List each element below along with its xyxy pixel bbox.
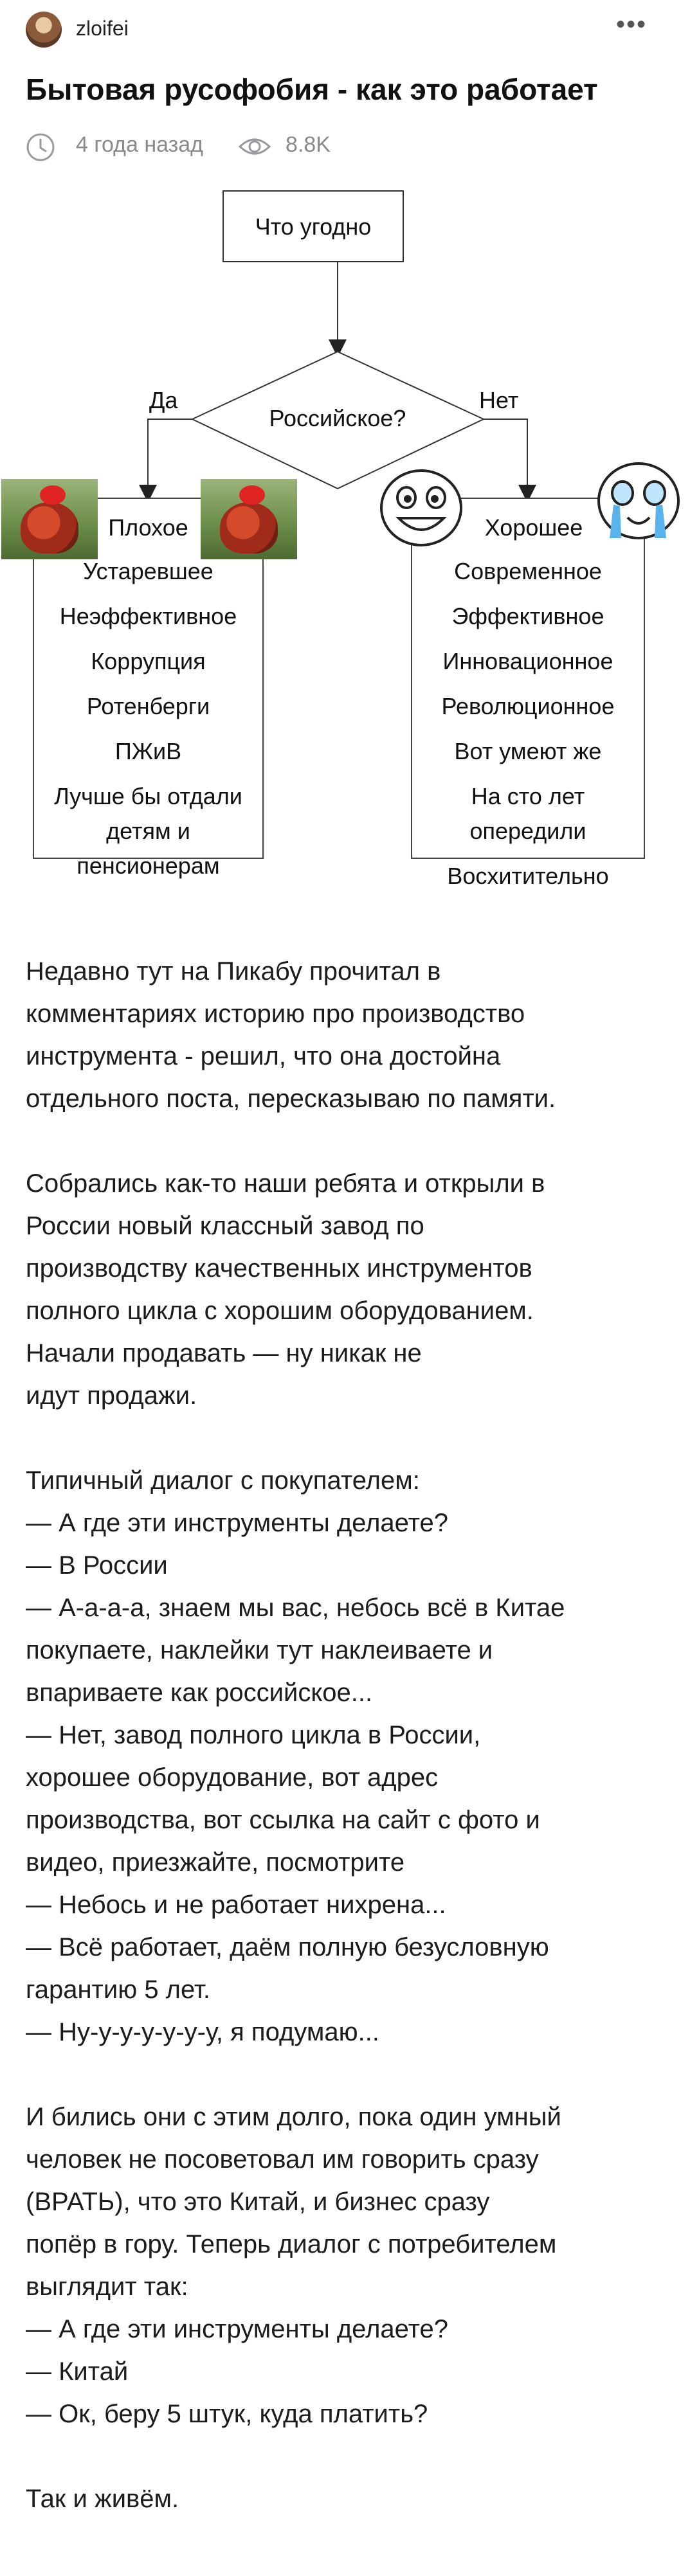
- post-body: [26, 950, 669, 2562]
- good-item: Эффективное: [451, 603, 604, 629]
- good-column-title: Хорошее: [484, 514, 583, 541]
- good-item: Вот умеют же: [454, 738, 602, 764]
- good-item: Инновационное: [442, 648, 613, 674]
- flowchart-yes-label: Да: [149, 387, 178, 413]
- post-paragraph: И бились они с этим долго, пока один умный человек не посоветовал им говорить сразу (ВРАТЬ), что это Китай, и бизнес сразу попёр в гору. Теперь диалог с потребителем выглядит так: — А где эти инструменты делаете? — Китай — Ок, беру 5 штук, куда платить?: [26, 2103, 561, 2428]
- post-title[interactable]: Бытовая русофобия - как это работает: [26, 73, 598, 106]
- good-item: Революционное: [441, 693, 615, 719]
- post-header: [0, 0, 690, 58]
- bad-item: детям и: [106, 818, 190, 844]
- author-avatar[interactable]: [26, 12, 62, 48]
- eye-icon: [238, 134, 271, 159]
- view-count: 8.8K: [286, 132, 331, 157]
- bad-item: Лучше бы отдали: [54, 783, 242, 809]
- post-paragraph: Типичный диалог с покупателем: — А где эти инструменты делаете? — В России — А-а-а-а, знаем мы вас, небось всё в Китае покупаете, наклейки тут наклеиваете и впариваете как российское... — Нет, завод полного цикла в России, хорошее оборудование, вот адрес производства, вот ссылка на сайт с фото и видео, приезжайте, посмотрите — Небось и не работает нихрена... — Всё работает, даём полную безусловную гарантию 5 лет. — Ну-у-у-у-у-у-у, я подумаю...: [26, 1466, 565, 2046]
- bad-item: Ротенберги: [86, 693, 210, 719]
- good-item: Современное: [454, 558, 602, 584]
- bad-item: Неэффективное: [59, 603, 237, 629]
- post-paragraph: Так и живём.: [26, 2485, 179, 2513]
- bad-column-title: Плохое: [108, 514, 188, 541]
- post-paragraph: Собрались как-то наши ребята и открыли в России новый классный завод по производству качественных инструментов полного цикла с хорошим оборудованием. Начали продавать — ну никак не идут продажи.: [26, 1169, 545, 1410]
- bad-item: Устаревшее: [83, 558, 213, 584]
- flowchart-decision-label: Российское?: [269, 405, 406, 431]
- good-item: Восхитительно: [447, 863, 609, 889]
- good-item: На сто лет: [471, 783, 585, 809]
- flowchart-top-label: Что угодно: [255, 213, 372, 240]
- more-options-icon[interactable]: •••: [616, 10, 648, 39]
- bad-item: Коррупция: [91, 648, 206, 674]
- flowchart-no-label: Нет: [479, 387, 519, 413]
- clock-icon: [26, 132, 55, 162]
- bad-item: пенсионерам: [77, 852, 220, 879]
- post-paragraph: Недавно тут на Пикабу прочитал в комментариях историю про производство инструмента - решил, что она достойна отдельного поста, пересказываю по памяти.: [26, 957, 556, 1113]
- flowchart-image: [0, 180, 690, 913]
- post-meta: [26, 130, 540, 166]
- bad-item: ПЖиВ: [114, 738, 182, 764]
- author-name[interactable]: zloifei: [76, 17, 129, 40]
- good-item: опередили: [469, 818, 586, 844]
- post-time: 4 года назад: [76, 132, 204, 157]
